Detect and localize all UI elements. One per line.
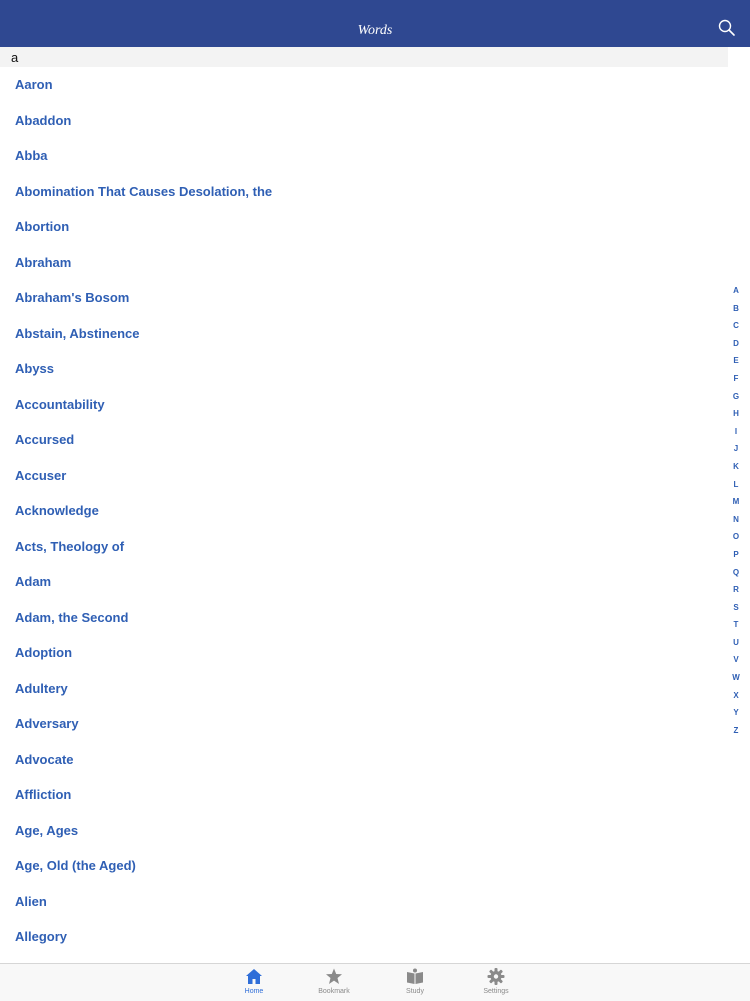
word-list-item[interactable]: Acts, Theology of bbox=[15, 538, 125, 554]
star-icon bbox=[325, 968, 343, 985]
word-list-item[interactable]: Aaron bbox=[15, 77, 53, 92]
index-letter-z[interactable]: Z bbox=[733, 725, 739, 735]
book-icon bbox=[406, 968, 424, 985]
index-letter-t[interactable]: T bbox=[733, 620, 739, 630]
word-list-item[interactable]: Affliction bbox=[15, 787, 72, 802]
word-list-item[interactable]: Age, Ages bbox=[15, 822, 79, 838]
index-letter-k[interactable]: K bbox=[733, 461, 739, 471]
index-letter-r[interactable]: R bbox=[733, 585, 739, 595]
index-letter-c[interactable]: C bbox=[733, 321, 739, 331]
index-letter-q[interactable]: Q bbox=[732, 567, 740, 577]
home-icon bbox=[245, 968, 263, 985]
word-list-item[interactable]: Abstain, Abstinence bbox=[15, 325, 140, 341]
word-list-item[interactable]: Abyss bbox=[15, 361, 55, 376]
tab-settings[interactable] bbox=[466, 966, 526, 1000]
tab-study[interactable] bbox=[385, 966, 445, 1000]
word-list-item[interactable]: Abba bbox=[15, 148, 48, 163]
word-list-item[interactable]: Abraham bbox=[15, 254, 72, 270]
word-list-item[interactable]: Allegory bbox=[15, 929, 68, 944]
word-list-item[interactable]: Adam, the Second bbox=[15, 609, 129, 625]
navigation-bar bbox=[0, 0, 750, 47]
index-letter-j[interactable]: J bbox=[733, 444, 739, 454]
index-letter-w[interactable]: W bbox=[732, 673, 740, 683]
word-list-item[interactable]: Abortion bbox=[15, 219, 70, 234]
word-list-item[interactable]: Abaddon bbox=[15, 112, 72, 128]
word-list-item[interactable]: Alien bbox=[15, 893, 47, 909]
word-list-item[interactable]: Advocate bbox=[15, 751, 74, 767]
word-list-item[interactable]: Accuser bbox=[15, 467, 67, 483]
search-button[interactable] bbox=[718, 19, 736, 37]
index-letter-l[interactable]: L bbox=[733, 479, 739, 489]
index-letter-x[interactable]: X bbox=[733, 690, 739, 700]
word-list-item[interactable]: Accountability bbox=[15, 396, 105, 412]
index-letter-i[interactable]: I bbox=[734, 426, 738, 436]
section-header-label: a bbox=[11, 50, 19, 65]
index-letter-e[interactable]: E bbox=[733, 356, 739, 366]
index-letter-b[interactable]: B bbox=[733, 303, 739, 313]
index-letter-y[interactable]: Y bbox=[733, 708, 739, 718]
word-list-item[interactable]: Adam bbox=[15, 574, 52, 589]
tab-bar bbox=[0, 963, 750, 1001]
word-list-item[interactable]: Adversary bbox=[15, 716, 79, 731]
word-list-item[interactable]: Age, Old (the Aged) bbox=[15, 858, 136, 873]
tab-settings-label: Settings bbox=[483, 988, 509, 995]
word-list-item[interactable]: Adoption bbox=[15, 645, 73, 660]
index-letter-s[interactable]: S bbox=[733, 602, 739, 612]
tab-bookmark[interactable] bbox=[304, 966, 364, 1000]
index-letter-p[interactable]: P bbox=[733, 549, 739, 559]
tab-bookmark-label: Bookmark bbox=[318, 988, 350, 995]
alphabet-index bbox=[728, 282, 744, 739]
word-list-item[interactable]: Abomination That Causes Desolation, the bbox=[15, 183, 273, 199]
index-letter-n[interactable]: N bbox=[733, 514, 739, 524]
index-letter-a[interactable]: A bbox=[733, 286, 739, 295]
word-list-item[interactable]: Abraham's Bosom bbox=[15, 290, 130, 305]
index-letter-m[interactable]: M bbox=[732, 497, 740, 507]
section-header bbox=[0, 47, 728, 67]
word-list bbox=[0, 67, 728, 955]
word-list-item[interactable]: Adultery bbox=[15, 680, 68, 696]
search-icon bbox=[718, 19, 736, 37]
index-letter-h[interactable]: H bbox=[733, 409, 739, 419]
word-list-item[interactable]: Accursed bbox=[15, 432, 75, 447]
index-letter-d[interactable]: D bbox=[733, 338, 739, 348]
tab-home-label: Home bbox=[244, 988, 264, 995]
word-list-item[interactable]: Acknowledge bbox=[15, 503, 99, 518]
page-title: Words bbox=[357, 23, 393, 38]
index-letter-f[interactable]: F bbox=[733, 373, 739, 383]
index-letter-u[interactable]: U bbox=[733, 637, 739, 647]
index-letter-g[interactable]: G bbox=[732, 391, 740, 401]
gear-icon bbox=[487, 968, 505, 985]
index-letter-v[interactable]: V bbox=[733, 655, 739, 665]
index-letter-o[interactable]: O bbox=[732, 532, 740, 542]
tab-home[interactable] bbox=[224, 966, 284, 1000]
tab-study-label: Study bbox=[406, 988, 424, 995]
